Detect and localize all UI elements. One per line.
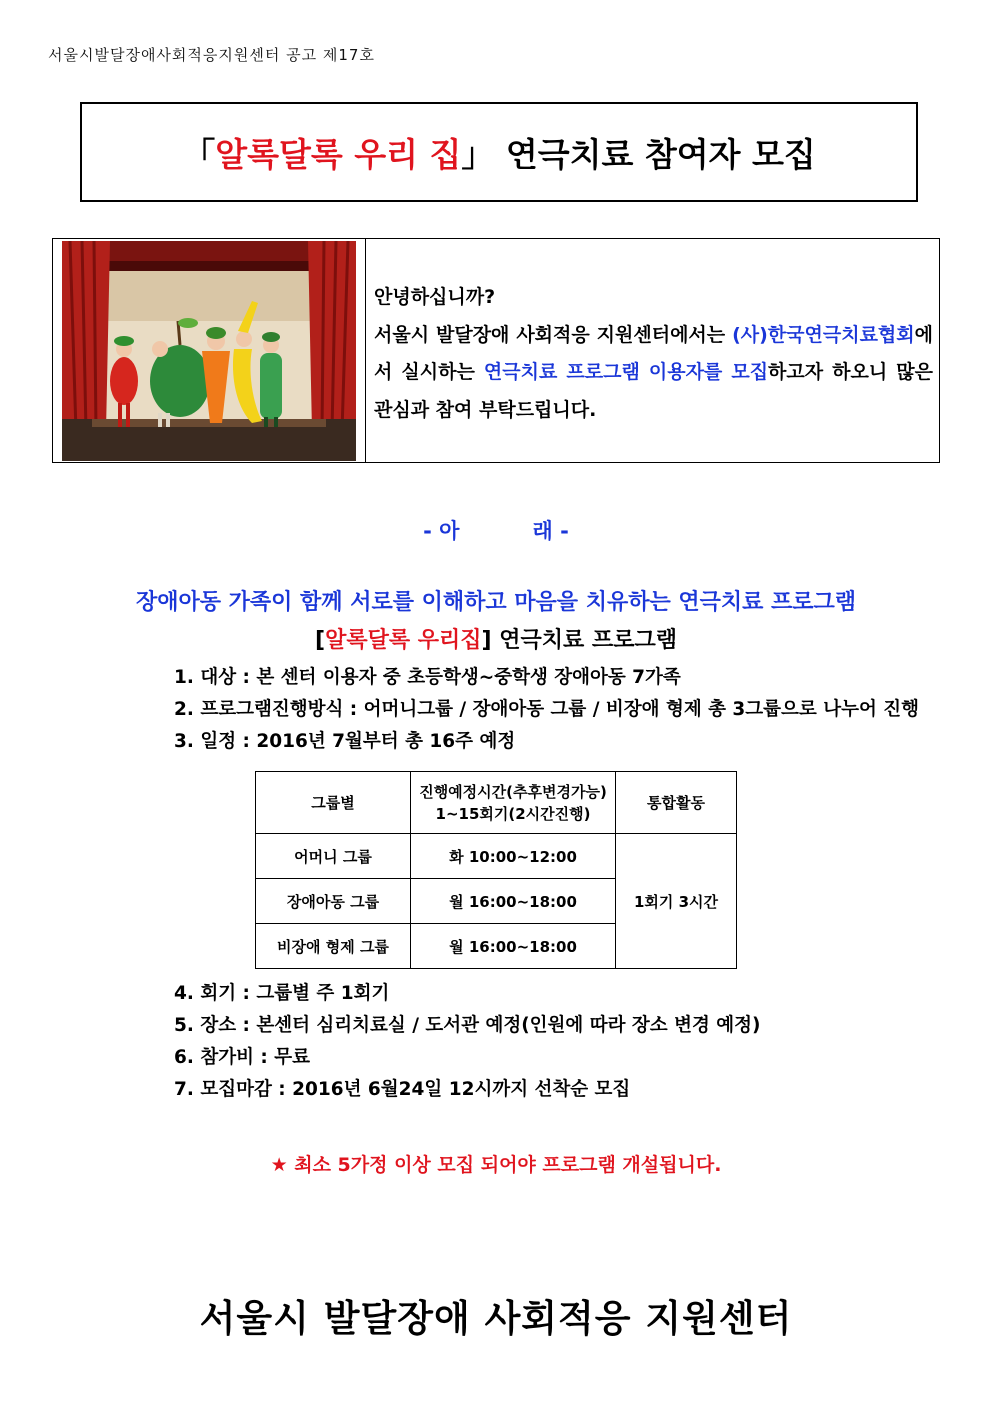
title-open-bracket: 「 [182,134,216,174]
title-rest: 연극치료 참여자 모집 [494,134,816,174]
greeting: 안녕하십니까? [374,286,496,308]
intro-org-highlight: (사)한국연극치료협회 [732,323,915,346]
intro-box [52,238,940,463]
photo-cell [53,239,366,462]
table-row [256,834,737,879]
row-time: 월 16:00~18:00 [411,879,616,924]
intro-text [366,239,939,462]
intro-part-3: 하고자 하오니 많은 관심과 참여 부탁드립니다. [374,361,934,421]
program-name [0,623,992,654]
list-item: 4. 회기 : 그룹별 주 1회기 [174,983,390,1004]
program-name-close: ] [481,628,492,653]
row-time: 화 10:00~12:00 [411,834,616,879]
row-time: 월 16:00~18:00 [411,924,616,969]
list-item: 7. 모집마감 : 2016년 6월24일 12시까지 선착순 모집 [174,1079,631,1100]
section-heading: - 아 래 - [423,519,569,543]
intro-part-1: 서울시 발달장애 사회적응 지원센터에서는 [374,323,733,346]
header-group: 그룹별 [256,772,411,834]
header-time-line2: 1~15회기(2시간진행) [435,804,591,823]
info-list-top [174,662,919,758]
list-item: 5. 장소 : 본센터 심리치료실 / 도서관 예정(인원에 따라 장소 변경 예정) [174,1015,761,1036]
header-time-line1: 진행예정시간(추후변경가능) [419,782,607,801]
page-title [80,102,918,202]
title-close-bracket: 」 [461,134,495,174]
list-item: 1. 대상 : 본 센터 이용자 중 초등학생~중학생 장애아동 7가족 [174,667,681,688]
intro-part-2: 에서 실시하는 [374,323,933,383]
notice-number: 서울시발달장애사회적응지원센터 공고 제17호 [48,46,375,64]
table-header-row [256,772,737,834]
row-group: 장애아동 그룹 [256,879,411,924]
title-highlight: 알록달록 우리 집 [215,134,462,174]
program-name-highlight: 알록달록 우리집 [325,628,482,653]
schedule-table [255,771,737,969]
row-group: 비장애 형제 그룹 [256,924,411,969]
intro-program-highlight: 연극치료 프로그램 이용자를 모집 [483,361,769,383]
info-list-bottom [174,978,760,1106]
program-name-rest: 연극치료 프로그램 [491,628,677,653]
header-time [411,772,616,834]
list-item: 6. 참가비 : 무료 [174,1047,310,1068]
theater-stage-photo [62,241,356,461]
program-name-open: [ [315,628,326,653]
organization-name: 서울시 발달장애 사회적응 지원센터 [199,1297,793,1340]
list-item: 3. 일정 : 2016년 7월부터 총 16주 예정 [174,731,516,752]
row-group: 어머니 그룹 [256,834,411,879]
header-joint: 통합활동 [616,772,737,834]
intro-paragraph [374,317,933,430]
joint-activity: 1회기 3시간 [616,834,737,969]
program-subtitle: 장애아동 가족이 함께 서로를 이해하고 마음을 치유하는 연극치료 프로그램 [135,590,857,615]
list-item: 2. 프로그램진행방식 : 어머니그룹 / 장애아동 그룹 / 비장애 형제 총 3그룹으로 나누어 진행 [174,699,920,720]
minimum-notice: ★ 최소 5가정 이상 모집 되어야 프로그램 개설됩니다. [270,1154,722,1176]
